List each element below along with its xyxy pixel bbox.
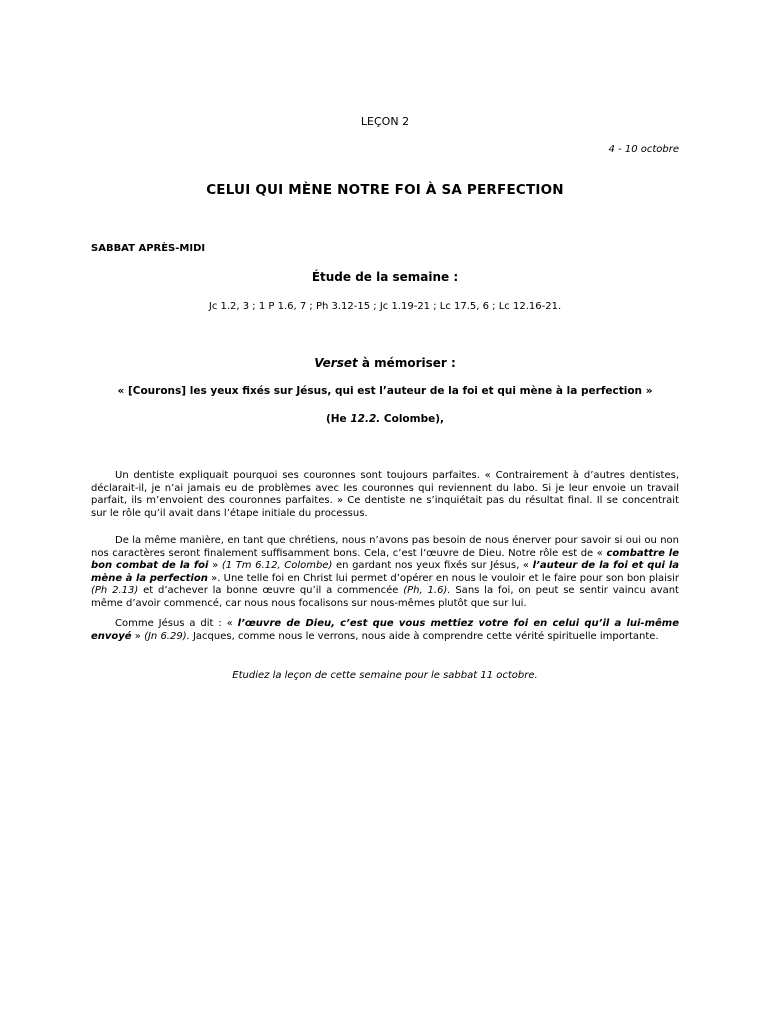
p3-text-e: Jacques, comme nous le verrons, nous aide à comprendre cette vérité spirituelle importante. bbox=[189, 630, 659, 642]
p2-ref-1tm: (1 Tm 6.12, Colombe) bbox=[221, 560, 333, 572]
paragraph-christians bbox=[91, 535, 679, 611]
p2-ref-ph16: (Ph, 1.6). bbox=[403, 585, 451, 597]
p2-quote-author: l’auteur de la foi et qui la mène à la perfection bbox=[91, 560, 680, 584]
closing-instruction: Etudiez la leçon de cette semaine pour le sabbat 11 octobre. bbox=[232, 670, 538, 681]
p2-quote-fight: combattre le bon combat de la foi bbox=[91, 547, 679, 572]
p3-text-c: » bbox=[131, 630, 145, 642]
lesson-number: LEÇON 2 bbox=[360, 115, 410, 128]
p2-text-a: De la même manière, en tant que chrétiens, nous n’avons pas besoin de nous énerver pour savoir si oui ou non nos caractères seront finalement suffisamment bons. Cela, c’est l’œuvre de Dieu. Notre rôle est de « bbox=[91, 535, 679, 559]
document-page bbox=[91, 0, 679, 1024]
memory-verse-heading-italic: Verset bbox=[314, 356, 358, 370]
lesson-dates: 4 - 10 octobre bbox=[608, 144, 679, 155]
paragraph-jesus-said bbox=[91, 618, 679, 643]
verse-ref-number: 12.2. bbox=[350, 413, 381, 425]
memory-verse-reference bbox=[91, 413, 679, 425]
p2-text-i: et d’achever la bonne œuvre qu’il a commencée bbox=[138, 585, 404, 597]
study-heading: Étude de la semaine : bbox=[311, 270, 459, 284]
p3-ref-jn629: (Jn 6.29). bbox=[144, 630, 190, 642]
verse-ref-close: Colombe), bbox=[380, 413, 445, 425]
p2-text-k: Sans la foi, on peut se sentir vaincu avant même d’avoir commencé, car nous nous focalisons sur nous-mêmes plutôt que sur lui. bbox=[91, 585, 679, 609]
verse-ref-open: (He bbox=[325, 413, 351, 425]
p2-text-g: ». Une telle foi en Christ lui permet d’opérer en nous le vouloir et le faire pour son bon plaisir bbox=[207, 572, 679, 584]
memory-verse-heading-rest: à mémoriser : bbox=[357, 356, 456, 370]
paragraph-dentist: Un dentiste expliquait pourquoi ses couronnes sont toujours parfaites. « Contrairement à d’autres dentistes, déclarait-il, je n’ai jamais eu de problèmes avec les couronnes qui reviennent du labo. Si je leur envoie un travail parfait, ils m’envoient des couronnes parfaites. » Ce dentiste ne s’inquiétait pas du résultat final. Il se concentrait sur le rôle qu’il avait dans l’étape initiale du processus. bbox=[91, 470, 679, 519]
p2-ref-ph213: (Ph 2.13) bbox=[91, 585, 139, 597]
p3-quote-work-of-god: l’œuvre de Dieu, c’est que vous mettiez votre foi en celui qu’il a lui-même envoyé bbox=[91, 618, 679, 642]
memory-verse-heading bbox=[91, 356, 679, 370]
section-heading-sabbath: SABBAT APRÈS-MIDI bbox=[91, 243, 206, 254]
p3-text-a: Comme Jésus a dit : « bbox=[115, 618, 238, 629]
memory-verse-text: « [Courons] les yeux fixés sur Jésus, qui est l’auteur de la foi et qui mène à la perfection » bbox=[117, 385, 653, 397]
p2-text-e: en gardant nos yeux fixés sur Jésus, « bbox=[332, 560, 533, 572]
p2-text-c: » bbox=[208, 560, 222, 572]
study-references: Jc 1.2, 3 ; 1 P 1.6, 7 ; Ph 3.12-15 ; Jc 1.19-21 ; Lc 17.5, 6 ; Lc 12.16-21. bbox=[208, 301, 562, 312]
lesson-title: CELUI QUI MÈNE NOTRE FOI À SA PERFECTION bbox=[206, 182, 564, 198]
